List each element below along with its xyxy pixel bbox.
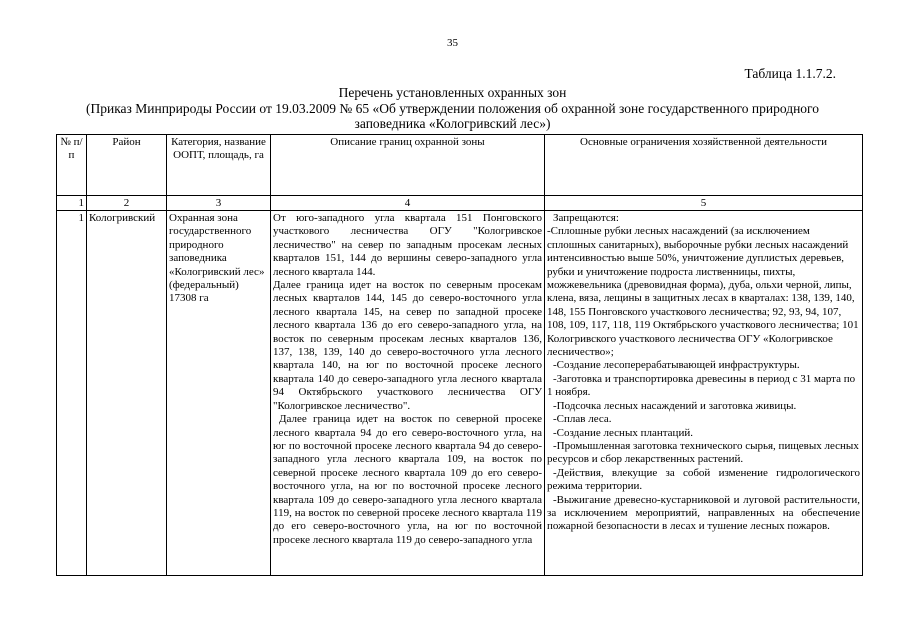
table-title: [70, 85, 835, 132]
restriction-item: -Создание лесных плантаций.: [553, 426, 693, 439]
header-num: № п/п: [57, 135, 87, 196]
table-row: [57, 211, 863, 576]
row-restrictions: [545, 211, 863, 576]
title-line-1: Перечень установленных охранных зон: [338, 85, 567, 100]
header-district: Район: [87, 135, 167, 196]
column-number: 4: [271, 196, 545, 211]
row-num: 1: [57, 211, 87, 576]
column-number-row: [57, 196, 863, 211]
header-row: [57, 135, 863, 196]
header-category: Категория, название ООПТ, площадь, га: [167, 135, 271, 196]
restriction-item: -Сплошные рубки лесных насаждений (за исключением сплошных санитарных), выборочные рубки лесных насаждений интенсивностью выше 50%, уничтожение дуплистых деревьев, рубки и уничтожение подроста лиственницы, пихты, можжевельника (древовидная форма), дуба, ольхи черной, липы, клена, вяза, лещины в защитных лесах в кварталах: 138, 139, 140, 148, 155 Понговского участкового лесничества; 92, 93, 94, 107, 108, 109, 117, 118, 119 Октябрьского участкового лесничества; 101 Кологривского участкового лесничества ОГУ «Кологривское лесничество»;: [547, 225, 859, 359]
boundary-paragraph: Далее граница идет на восток по северным просекам лесных кварталов 144, 145 до северо-восточного угла лесного квартала 145, на север по западной просеке лесного квартала 136 до его северо-западного угла, на восток по северным просекам лесных кварталов 136, 137, 138, 139, 140 до северо-восточного угла лесного квартала 140, на юг по восточной просеке лесного квартала 140 до северо-западного угла лесного квартала 94 Октябрьского участкового лесничества ОГУ "Кологривское лесничество".: [273, 279, 542, 412]
column-number: 5: [545, 196, 863, 211]
restriction-item: -Создание лесоперерабатывающей инфраструктуры.: [553, 359, 800, 372]
restriction-item: -Выжигание древесно-кустарниковой и луговой растительности, за исключением мероприятий, направленных на обеспечение пожарной безопасности в лесах и тушение лесных пожаров.: [547, 493, 860, 533]
page-number: 35: [447, 37, 458, 49]
restriction-item: -Сплав леса.: [553, 413, 612, 426]
table-label: Таблица 1.1.7.2.: [744, 66, 836, 81]
title-line-2: (Приказ Минприроды России от 19.03.2009 № 65 «Об утверждении положения об охранной зоне государственного природного заповедника «Кологривский лес»): [85, 100, 820, 131]
header-boundaries: Описание границ охранной зоны: [271, 135, 545, 196]
boundary-paragraph: От юго-западного угла квартала 151 Понговского участкового лесничества ОГУ "Кологривское лесничество" на север по западным просекам лесных кварталов 151, 144 до вершины северо-западного угла лесного квартала 144.: [273, 212, 542, 278]
restrictions-heading: Запрещаются:: [553, 212, 619, 224]
column-number: 3: [167, 196, 271, 211]
restriction-item: -Действия, влекущие за собой изменение гидрологического режима территории.: [547, 466, 860, 493]
protected-zones-table: [56, 134, 863, 576]
column-number: 1: [57, 196, 87, 211]
restriction-item: -Подсочка лесных насаждений и заготовка живицы.: [553, 399, 797, 412]
row-boundaries: [271, 211, 545, 576]
row-district: Кологривский: [87, 211, 167, 576]
restriction-item: -Промышленная заготовка технического сырья, пищевых лесных ресурсов и сбор лекарственных растений.: [547, 439, 859, 466]
row-category: Охранная зона государственного природного заповедника «Кологривский лес» (федеральный) 17308 га: [167, 211, 271, 576]
column-number: 2: [87, 196, 167, 211]
header-restrictions: Основные ограничения хозяйственной деятельности: [545, 135, 863, 196]
boundary-paragraph: Далее граница идет на восток по северной просеке лесного квартала 94 до его северо-восточного угла, на юг по восточной просеке лесного квартала 94 до северо-западного угла лесного квартала 109, на восток по северной просеке лесного квартала 109 до его северо-восточного угла, на юг по восточной просеке лесного квартала 109 до северо-западного угла лесного квартала 119, на восток по северной просеке лесного квартала 119 до его северо-восточного угла, на юг по восточной просеке лесного квартала 119 до северо-западного угла: [273, 413, 542, 546]
restriction-item: -Заготовка и транспортировка древесины в период с 31 марта по 1 ноября.: [547, 372, 856, 399]
